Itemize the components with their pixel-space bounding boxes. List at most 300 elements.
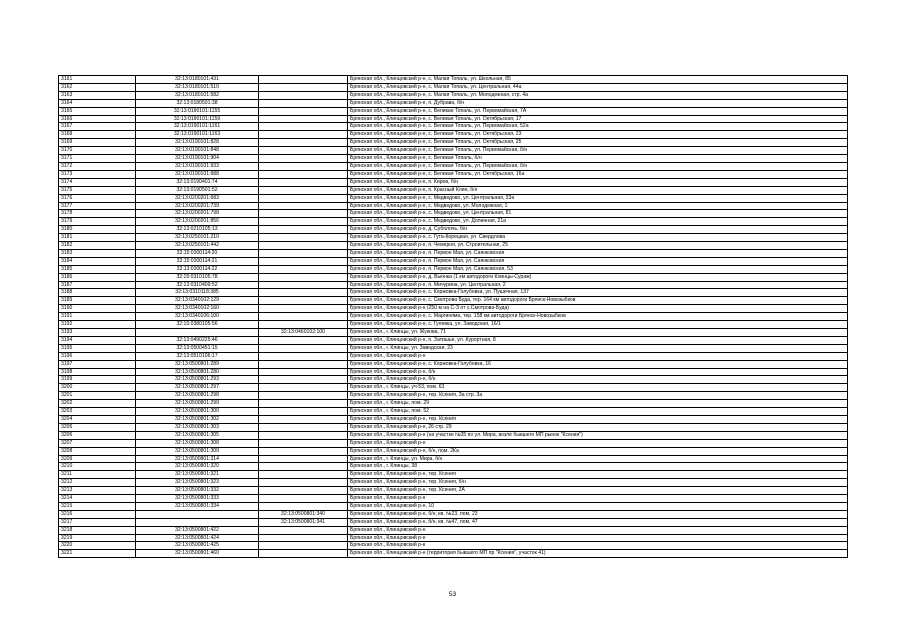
cadastral-number-cell: 32:13:0200201:856 <box>136 218 259 226</box>
cadastral-number-cell: 32:15:0380105:56 <box>136 321 259 329</box>
table-row <box>59 431 848 439</box>
address-cell: Брянская обл., Клинцовский р-н, с. Великая Топаль, б/н <box>348 155 848 163</box>
row-number-cell: 3215 <box>59 502 136 510</box>
table-row <box>59 162 848 170</box>
table-row <box>59 344 848 352</box>
address-cell: Брянская обл., Клинцовский р-н, с. Великая Топаль, ул. Первомайская, б/н <box>348 162 848 170</box>
cadastral-number-cell: 32:13:0250101:210 <box>136 234 259 242</box>
address-cell: Брянская обл., Клинцовский р-н, тер. Ксения <box>348 471 848 479</box>
address-cell: Брянская обл., г. Клинцы, ул. Заводская, 23 <box>348 344 848 352</box>
cadastral-number-cell: 32:13:0500801:280 <box>136 368 259 376</box>
row-number-cell: 3203 <box>59 408 136 416</box>
address-cell: Брянская обл., Клинцовский р-н, с. Медведово, ул. Центральная, 33а <box>348 194 848 202</box>
table-row <box>59 76 848 84</box>
cadastral-number-alt-cell <box>259 281 348 289</box>
table-row <box>59 194 848 202</box>
cadastral-number-alt-cell <box>259 162 348 170</box>
cadastral-number-cell: 32:13:0500801:297 <box>136 384 259 392</box>
table-row <box>59 178 848 186</box>
table-row <box>59 518 848 526</box>
cadastral-number-cell: 32:13:0500801:460 <box>136 550 259 558</box>
cadastral-number-alt-cell <box>259 99 348 107</box>
row-number-cell: 3169 <box>59 139 136 147</box>
cadastral-number-alt-cell <box>259 526 348 534</box>
address-cell: Брянская обл., Клинцовский р-н, тер. Ксения <box>348 415 848 423</box>
table-row <box>59 115 848 123</box>
row-number-cell: 3209 <box>59 455 136 463</box>
address-cell: Брянская обл., Клинцовский р-н, с. Великая Топаль, ул. Первомайская, б/н <box>348 147 848 155</box>
cadastral-number-cell: 32:13:0500801:314 <box>136 455 259 463</box>
address-cell: Брянская обл., Клинцовский р-н, п. Первое Мая, ул. Саянковская, 53 <box>348 265 848 273</box>
row-number-cell: 3164 <box>59 99 136 107</box>
cadastral-number-alt-cell <box>259 178 348 186</box>
row-number-cell: 3216 <box>59 510 136 518</box>
cadastral-number-cell: 32:13:0210105:13 <box>136 226 259 234</box>
cadastral-number-cell: 32:13:0500801:303 <box>136 423 259 431</box>
table-row <box>59 139 848 147</box>
cadastral-number-alt-cell <box>259 194 348 202</box>
cadastral-number-cell: 32:13:0180101:431 <box>136 76 259 84</box>
cadastral-number-cell: 32:13:0500801:309 <box>136 447 259 455</box>
cadastral-number-alt-cell <box>259 170 348 178</box>
cadastral-number-alt-cell <box>259 305 348 313</box>
address-cell: Брянская обл., Клинцовский р-н, тер. Ксения, б/н <box>348 479 848 487</box>
address-cell: Брянская обл., Клинцовский р-н <box>348 439 848 447</box>
cadastral-number-cell: 32:13:0190101:933 <box>136 162 259 170</box>
row-number-cell: 3177 <box>59 202 136 210</box>
table-row <box>59 234 848 242</box>
address-cell: Брянская обл., Клинцовский р-н, б/н, кв. №23, пом. 23 <box>348 510 848 518</box>
table-row <box>59 439 848 447</box>
address-cell: Брянская обл., Клинцовский р-н, с. Малая Топаль, ул. Школьная, 85 <box>348 76 848 84</box>
cadastral-number-alt-cell <box>259 534 348 542</box>
row-number-cell: 3188 <box>59 289 136 297</box>
cadastral-number-cell: 32:13:0190401:74 <box>136 178 259 186</box>
table-row <box>59 91 848 99</box>
cadastral-number-alt-cell <box>259 186 348 194</box>
cadastral-number-cell: 32:13:0310118:385 <box>136 289 259 297</box>
cadastral-number-alt-cell <box>259 257 348 265</box>
address-cell: Брянская обл., Клинцовский р-н, д. Суболочь, б/н <box>348 226 848 234</box>
cadastral-number-cell: 32:13:0190101:1159 <box>136 115 259 123</box>
table-row <box>59 495 848 503</box>
cadastral-number-cell: 32:13:0340102:160 <box>136 305 259 313</box>
row-number-cell: 3178 <box>59 210 136 218</box>
cadastral-number-cell: 32:13:0500801:320 <box>136 463 259 471</box>
row-number-cell: 3221 <box>59 550 136 558</box>
address-cell: Брянская обл., Клинцовский р-н, б/н, кв. №47, пом. 47 <box>348 518 848 526</box>
cadastral-number-alt-cell <box>259 218 348 226</box>
row-number-cell: 3210 <box>59 463 136 471</box>
table-row <box>59 242 848 250</box>
cadastral-number-alt-cell <box>259 289 348 297</box>
cadastral-number-cell: 32:13:0190101:848 <box>136 147 259 155</box>
cadastral-number-cell: 32:13:0340106:100 <box>136 313 259 321</box>
row-number-cell: 3176 <box>59 194 136 202</box>
address-cell: Брянская обл., Клинцовский р-н, с. Маргиняма, тер. 158 км автодороги Брянск-Новозыбков <box>348 313 848 321</box>
row-number-cell: 3193 <box>59 329 136 337</box>
cadastral-number-cell: 32:13:0180501:38 <box>136 99 259 107</box>
row-number-cell: 3204 <box>59 415 136 423</box>
cadastral-number-cell: 32:13:0180101:582 <box>136 91 259 99</box>
cadastral-number-alt-cell <box>259 471 348 479</box>
row-number-cell: 3170 <box>59 147 136 155</box>
row-number-cell: 3212 <box>59 479 136 487</box>
row-number-cell: 3190 <box>59 305 136 313</box>
cadastral-number-cell: 32:13:0500801:422 <box>136 526 259 534</box>
table-row <box>59 471 848 479</box>
table-row <box>59 147 848 155</box>
cadastral-number-alt-cell <box>259 202 348 210</box>
cadastral-number-alt-cell <box>259 392 348 400</box>
table-row <box>59 352 848 360</box>
cadastral-number-alt-cell <box>259 139 348 147</box>
cadastral-number-alt-cell <box>259 447 348 455</box>
row-number-cell: 3171 <box>59 155 136 163</box>
cadastral-number-cell: 32:13:0510106:17 <box>136 352 259 360</box>
row-number-cell: 3189 <box>59 297 136 305</box>
table-row <box>59 297 848 305</box>
cadastral-number-alt-cell <box>259 344 348 352</box>
table-row <box>59 123 848 131</box>
cadastral-number-cell <box>136 510 259 518</box>
row-number-cell: 3206 <box>59 431 136 439</box>
cadastral-number-alt-cell <box>259 155 348 163</box>
address-cell: Брянская обл., Клинцовский р-н, п. Затишье, ул. Курортная, 8 <box>348 336 848 344</box>
row-number-cell: 3191 <box>59 313 136 321</box>
address-cell: Брянская обл., Клинцовский р-н (территория бывшего МП пр "Ксения", участок 41) <box>348 550 848 558</box>
property-register-table <box>58 75 848 558</box>
cadastral-number-cell: 32:13:0500801:323 <box>136 479 259 487</box>
table-row <box>59 226 848 234</box>
address-cell: Брянская обл., Клинцовский р-н <box>348 495 848 503</box>
row-number-cell: 3182 <box>59 242 136 250</box>
row-number-cell: 3213 <box>59 487 136 495</box>
cadastral-number-cell: 32:13:0190101:1163 <box>136 131 259 139</box>
cadastral-number-alt-cell <box>259 439 348 447</box>
row-number-cell: 3208 <box>59 447 136 455</box>
table-row <box>59 550 848 558</box>
table-row <box>59 218 848 226</box>
address-cell: Брянская обл., г. Клинцы, пом. 29 <box>348 400 848 408</box>
row-number-cell: 3196 <box>59 352 136 360</box>
cadastral-number-cell: 32:13:0500801:298 <box>136 392 259 400</box>
table-row <box>59 273 848 281</box>
cadastral-number-cell: 32:13:0500801:333 <box>136 495 259 503</box>
table-row <box>59 534 848 542</box>
address-cell: Брянская обл., Клинцовский р-н, с. Гулевка, ул. Заводская, 16/1 <box>348 321 848 329</box>
address-cell: Брянская обл., Клинцовский р-н, с. Малая Топаль, ул. Центральная, 44а <box>348 83 848 91</box>
cadastral-number-cell: 32:13:0200201:683 <box>136 194 259 202</box>
table-row <box>59 376 848 384</box>
row-number-cell: 3218 <box>59 526 136 534</box>
row-number-cell: 3192 <box>59 321 136 329</box>
table-row <box>59 400 848 408</box>
row-number-cell: 3162 <box>59 83 136 91</box>
table-row <box>59 107 848 115</box>
table-row <box>59 360 848 368</box>
address-cell: Брянская обл., Клинцовский р-н, с. Великая Топаль, ул. Октябрьская, 23 <box>348 131 848 139</box>
cadastral-number-alt-cell <box>259 384 348 392</box>
cadastral-number-cell: 32:13:0190101:904 <box>136 155 259 163</box>
page-number: 53 <box>448 591 457 598</box>
table-row <box>59 463 848 471</box>
table-row <box>59 289 848 297</box>
address-cell: Брянская обл., Клинцовский р-н, п. Дубрава, б/н <box>348 99 848 107</box>
cadastral-number-alt-cell <box>259 336 348 344</box>
cadastral-number-alt-cell: 32:13:0500801:340 <box>259 510 348 518</box>
table-row <box>59 329 848 337</box>
address-cell: Брянская обл., Клинцовский р-н, б/н, пом. 2Ка <box>348 447 848 455</box>
cadastral-number-cell: 32:15:0310105:78 <box>136 273 259 281</box>
row-number-cell: 3199 <box>59 376 136 384</box>
row-number-cell: 3219 <box>59 534 136 542</box>
address-cell: Брянская обл., Клинцовский р-н, п. Первое Мая, ул. Саянковская <box>348 249 848 257</box>
cadastral-number-cell: 32:13:0190501:52 <box>136 186 259 194</box>
row-number-cell: 3168 <box>59 131 136 139</box>
cadastral-number-cell: 32:13:0190101:1161 <box>136 123 259 131</box>
cadastral-number-alt-cell <box>259 487 348 495</box>
row-number-cell: 3180 <box>59 226 136 234</box>
cadastral-number-alt-cell <box>259 352 348 360</box>
row-number-cell: 3195 <box>59 344 136 352</box>
address-cell: Брянская обл., Клинцовский р-н, тер. Ксения, За стр. 3а <box>348 392 848 400</box>
address-cell: Брянская обл., Клинцовский р-н <box>348 534 848 542</box>
row-number-cell: 3173 <box>59 170 136 178</box>
address-cell: Брянская обл., Клинцовский р-н, с. Великая Топаль, ул. Первомайская, 52а <box>348 123 848 131</box>
address-cell: Брянская обл., Клинцовский р-н, с. Смотрова Буда, тер. 164 км автодороги Брянск-Новозыбков <box>348 297 848 305</box>
cadastral-number-cell: 32:13:0500801:299 <box>136 400 259 408</box>
cadastral-number-alt-cell <box>259 265 348 273</box>
cadastral-number-alt-cell: 32:13:0460102:100 <box>259 329 348 337</box>
cadastral-number-alt-cell <box>259 147 348 155</box>
cadastral-number-cell: 32:13:0500801:305 <box>136 431 259 439</box>
cadastral-number-alt-cell <box>259 226 348 234</box>
cadastral-number-cell: 32:13:0180101:510 <box>136 83 259 91</box>
table-row <box>59 313 848 321</box>
row-number-cell: 3184 <box>59 257 136 265</box>
address-cell: Брянская обл., Клинцовский р-н, с. Великая Топаль, ул. Октябрьская, 17 <box>348 115 848 123</box>
address-cell: Брянская обл., Клинцовский р-н, с. Медведово, ул. Долинная, 21а <box>348 218 848 226</box>
table-row <box>59 186 848 194</box>
cadastral-number-cell: 32:13:0340102:129 <box>136 297 259 305</box>
table-row <box>59 281 848 289</box>
cadastral-number-cell: 32:15:0300114:20 <box>136 249 259 257</box>
cadastral-number-alt-cell <box>259 131 348 139</box>
address-cell: Брянская обл., Клинцовский р-н <box>348 542 848 550</box>
table-row <box>59 542 848 550</box>
cadastral-number-alt-cell <box>259 249 348 257</box>
cadastral-number-alt-cell <box>259 502 348 510</box>
address-cell: Брянская обл., Клинцовский р-н, с. Великая Топаль, ул. Октябрьская, 16а <box>348 170 848 178</box>
cadastral-number-cell: 32:13:0500801:289 <box>136 360 259 368</box>
cadastral-number-cell <box>136 518 259 526</box>
table-row <box>59 305 848 313</box>
address-cell: Брянская обл., Клинцовский р-н, п. Мичурина, ул. Центральная, 2 <box>348 281 848 289</box>
cadastral-number-alt-cell <box>259 360 348 368</box>
address-cell: Брянская обл., Клинцовский р-н, п. Красный Клин, б/н <box>348 186 848 194</box>
cadastral-number-alt-cell <box>259 376 348 384</box>
row-number-cell: 3183 <box>59 249 136 257</box>
row-number-cell: 3217 <box>59 518 136 526</box>
cadastral-number-cell: 32:15:0300114:21 <box>136 257 259 265</box>
table-row <box>59 155 848 163</box>
cadastral-number-alt-cell <box>259 542 348 550</box>
cadastral-number-cell: 32:13:0500801:332 <box>136 487 259 495</box>
address-cell: Брянская обл., Клинцовский р-н (250 м на С-З от с.Смотрова-Буда) <box>348 305 848 313</box>
cadastral-number-cell: 32:13:0500801:308 <box>136 439 259 447</box>
table-row <box>59 415 848 423</box>
row-number-cell: 3165 <box>59 107 136 115</box>
table-row <box>59 336 848 344</box>
cadastral-number-cell: 32:13:0200201:798 <box>136 210 259 218</box>
address-cell: Брянская обл., Клинцовский р-н, с. Медведово, ул. Молодежная, 1 <box>348 202 848 210</box>
cadastral-number-alt-cell <box>259 415 348 423</box>
cadastral-number-alt-cell <box>259 455 348 463</box>
table-row <box>59 202 848 210</box>
row-number-cell: 3172 <box>59 162 136 170</box>
row-number-cell: 3161 <box>59 76 136 84</box>
address-cell: Брянская обл., г. Клинцы, 38 <box>348 463 848 471</box>
cadastral-number-alt-cell <box>259 123 348 131</box>
address-cell: Брянская обл., г. Клинцы, пом. 52 <box>348 408 848 416</box>
table-row <box>59 384 848 392</box>
address-cell: Брянская обл., г. Клинцы, ул. Жукова, 71 <box>348 329 848 337</box>
cadastral-number-alt-cell <box>259 479 348 487</box>
cadastral-number-cell: 32:13:0500801:302 <box>136 415 259 423</box>
address-cell: Брянская обл., Клинцовский р-н, с. Великая Топаль, ул. Первомайская, 7А <box>348 107 848 115</box>
cadastral-number-alt-cell <box>259 400 348 408</box>
table-row <box>59 99 848 107</box>
table-row <box>59 249 848 257</box>
table-row <box>59 479 848 487</box>
row-number-cell: 3214 <box>59 495 136 503</box>
row-number-cell: 3187 <box>59 281 136 289</box>
address-cell: Брянская обл., г. Клинцы, уч-53, пом. 63 <box>348 384 848 392</box>
cadastral-number-alt-cell: 32:13:0500801:341 <box>259 518 348 526</box>
cadastral-number-alt-cell <box>259 107 348 115</box>
table-row <box>59 510 848 518</box>
address-cell: Брянская обл., Клинцовский р-н, п. Чемерня, ул. Строительная, 25 <box>348 242 848 250</box>
address-cell: Брянская обл., Клинцовский р-н, с. Великая Топаль, ул. Октябрьская, 25 <box>348 139 848 147</box>
cadastral-number-alt-cell <box>259 463 348 471</box>
cadastral-number-cell: 32:13:0190101:988 <box>136 170 259 178</box>
table-row <box>59 131 848 139</box>
row-number-cell: 3167 <box>59 123 136 131</box>
row-number-cell: 3198 <box>59 368 136 376</box>
table-row <box>59 321 848 329</box>
cadastral-number-alt-cell <box>259 368 348 376</box>
cadastral-number-alt-cell <box>259 210 348 218</box>
address-cell: Брянская обл., Клинцовский р-н <box>348 526 848 534</box>
row-number-cell: 3201 <box>59 392 136 400</box>
row-number-cell: 3175 <box>59 186 136 194</box>
table-row <box>59 447 848 455</box>
row-number-cell: 3220 <box>59 542 136 550</box>
row-number-cell: 3211 <box>59 471 136 479</box>
cadastral-number-cell: 32:13:0500801:293 <box>136 376 259 384</box>
table-row <box>59 526 848 534</box>
cadastral-number-cell: 32:13:0500801:321 <box>136 471 259 479</box>
cadastral-number-cell: 32:13:0300114:22 <box>136 265 259 273</box>
cadastral-number-cell: 32:13:0200201:739 <box>136 202 259 210</box>
table-row <box>59 487 848 495</box>
table-row <box>59 392 848 400</box>
table-row <box>59 455 848 463</box>
cadastral-number-alt-cell <box>259 321 348 329</box>
cadastral-number-alt-cell <box>259 431 348 439</box>
address-cell: Брянская обл., г. Клинцы, ул. Мира, б/н <box>348 455 848 463</box>
row-number-cell: 3163 <box>59 91 136 99</box>
table-row <box>59 257 848 265</box>
cadastral-number-alt-cell <box>259 550 348 558</box>
address-cell: Брянская обл., Клинцовский р-н, п. Киров, б/н <box>348 178 848 186</box>
cadastral-number-alt-cell <box>259 234 348 242</box>
cadastral-number-cell <box>136 329 259 337</box>
table-row <box>59 368 848 376</box>
cadastral-number-alt-cell <box>259 408 348 416</box>
cadastral-number-alt-cell <box>259 423 348 431</box>
row-number-cell: 3186 <box>59 273 136 281</box>
cadastral-number-cell: 32:13:0500801:425 <box>136 542 259 550</box>
row-number-cell: 3197 <box>59 360 136 368</box>
address-cell: Брянская обл., Клинцовский р-н, б/н <box>348 376 848 384</box>
cadastral-number-alt-cell <box>259 242 348 250</box>
table-row <box>59 408 848 416</box>
cadastral-number-cell: 32:13:0190101:1155 <box>136 107 259 115</box>
table-body <box>59 76 848 558</box>
table-row <box>59 170 848 178</box>
cadastral-number-cell: 32:13:0190101:828 <box>136 139 259 147</box>
table-row <box>59 83 848 91</box>
cadastral-number-alt-cell <box>259 273 348 281</box>
address-cell: Брянская обл., Клинцовский р-н, с. Коржовка-Голубовка, 16 <box>348 360 848 368</box>
cadastral-number-cell: 32:13:0500801:424 <box>136 534 259 542</box>
cadastral-number-alt-cell <box>259 495 348 503</box>
address-cell: Брянская обл., Клинцовский р-н, б/н <box>348 368 848 376</box>
address-cell: Брянская обл., Клинцовский р-н, д. Вьюнка (1 км автодороги Клинцы-Сураж) <box>348 273 848 281</box>
address-cell: Брянская обл., Клинцовский р-н <box>348 352 848 360</box>
row-number-cell: 3185 <box>59 265 136 273</box>
row-number-cell: 3205 <box>59 423 136 431</box>
table-row <box>59 502 848 510</box>
row-number-cell: 3200 <box>59 384 136 392</box>
address-cell: Брянская обл., Клинцовский р-н, 10 <box>348 502 848 510</box>
row-number-cell: 3207 <box>59 439 136 447</box>
cadastral-number-cell: 32:13:0500801:300 <box>136 408 259 416</box>
cadastral-number-alt-cell <box>259 297 348 305</box>
address-cell: Брянская обл., Клинцовский р-н, с. Гута-Корецкая, ул. Свердлова <box>348 234 848 242</box>
address-cell: Брянская обл., Клинцовский р-н, с. Медведово, ул. Центральная, 81 <box>348 210 848 218</box>
cadastral-number-alt-cell <box>259 115 348 123</box>
address-cell: Брянская обл., Клинцовский р-н, п. Первое Мая, ул. Саянковская <box>348 257 848 265</box>
row-number-cell: 3181 <box>59 234 136 242</box>
address-cell: Брянская обл., Клинцовский р-н, 26 стр. 29 <box>348 423 848 431</box>
cadastral-number-alt-cell <box>259 76 348 84</box>
cadastral-number-alt-cell <box>259 83 348 91</box>
address-cell: Брянская обл., Клинцовский р-н, с. Малая Топаль, ул. Молодежная, стр. 4а <box>348 91 848 99</box>
cadastral-number-cell: 32:13:0490225:46 <box>136 336 259 344</box>
cadastral-number-cell: 32:13:0500451:15 <box>136 344 259 352</box>
address-cell: Брянская обл., Клинцовский р-н (на участке №35 по ул. Мира, возле бывшего МП рынок "Ксения") <box>348 431 848 439</box>
cadastral-number-cell: 32:13:0250101:442 <box>136 242 259 250</box>
row-number-cell: 3179 <box>59 218 136 226</box>
table-row <box>59 210 848 218</box>
row-number-cell: 3166 <box>59 115 136 123</box>
row-number-cell: 3174 <box>59 178 136 186</box>
cadastral-number-alt-cell <box>259 91 348 99</box>
cadastral-number-cell: 32:13:0310409:52 <box>136 281 259 289</box>
